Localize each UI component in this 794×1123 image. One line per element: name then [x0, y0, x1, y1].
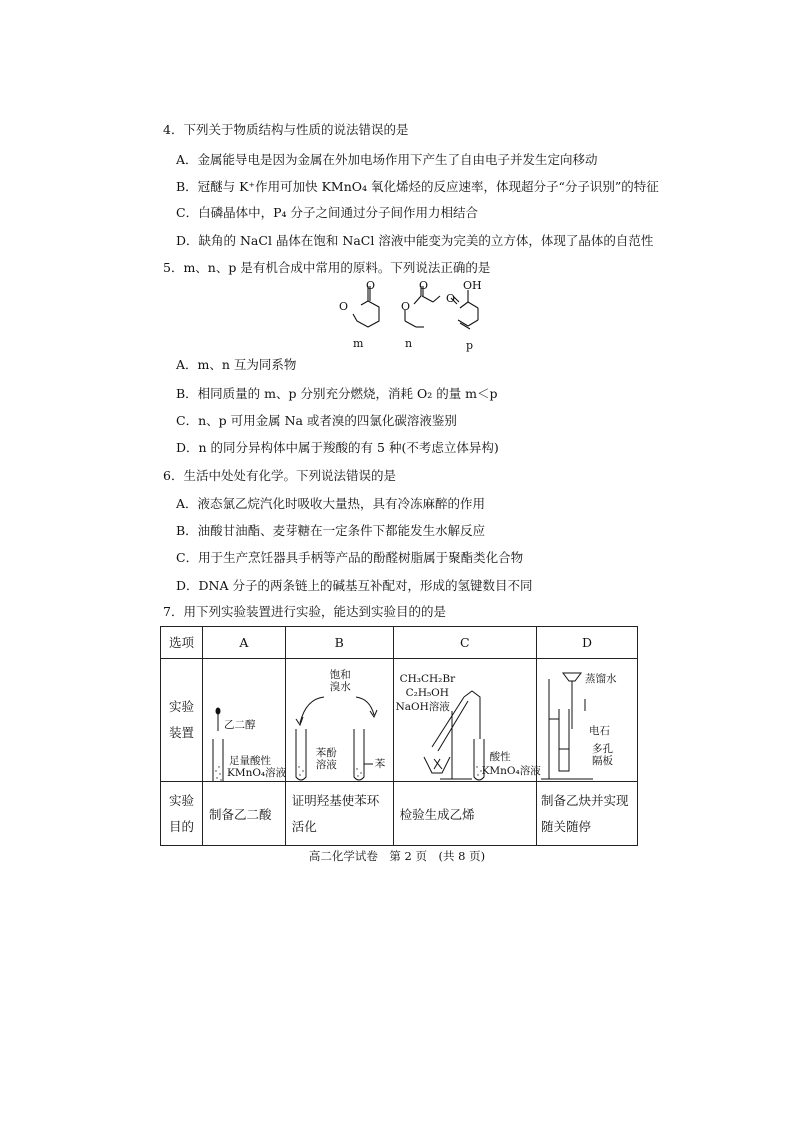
q5-option-d: D．n 的同分异构体中属于羧酸的有 5 种(不考虑立体异构) — [176, 440, 499, 455]
q6-option-b: B．油酸甘油酯、麦芽糖在一定条件下都能发生水解反应 — [176, 523, 486, 538]
b-label-phenol: 苯酚 — [315, 747, 337, 759]
row-apparatus-label: 实验 装置 — [161, 659, 203, 782]
c-label-bromoethane: CH₃CH₂Br — [399, 673, 456, 685]
b-label-saturated: 饱和 — [329, 669, 351, 681]
label-p: p — [466, 339, 474, 352]
q4-stem: 4．下列关于物质结构与性质的说法错误的是 — [163, 122, 409, 137]
d-label-water: 蒸馏水 — [585, 673, 617, 685]
purpose-c: 检验生成乙烯 — [393, 782, 536, 846]
q7-experiment-table — [160, 626, 638, 846]
apparatus-b — [285, 659, 393, 782]
q5-option-a: A．m、n 互为同系物 — [176, 357, 297, 372]
q4-option-b: B．冠醚与 K⁺作用可加快 KMnO₄ 氧化烯烃的反应速率，体现超分子“分子识别”的特征 — [176, 179, 659, 194]
c-label-kmno4: KMnO₄溶液 — [481, 765, 541, 777]
a-label-ethylene-glycol: 乙二醇 — [223, 719, 256, 731]
n-carbonyl-o: O — [419, 279, 429, 292]
p-hydroxyl-oh: OH — [463, 279, 482, 292]
c-label-naoh: NaOH溶液 — [395, 701, 450, 713]
apparatus-a — [202, 659, 285, 782]
header-d: D — [537, 627, 638, 659]
q4-option-d: D．缺角的 NaCl 晶体在饱和 NaCl 溶液中能变为完美的立方体，体现了晶体的自范性 — [176, 233, 654, 248]
a-label-kmno4: KMnO₄溶液 — [226, 767, 287, 779]
q6-option-c: C．用于生产烹饪器具手柄等产品的酚醛树脂属于聚酯类化合物 — [176, 550, 524, 565]
header-option: 选项 — [161, 627, 203, 659]
q6-stem: 6．生活中处处有化学。下列说法错误的是 — [163, 468, 396, 483]
q7-stem: 7．用下列实验装置进行实验，能达到实验目的的是 — [163, 604, 446, 619]
c-label-acidic: 酸性 — [489, 751, 511, 763]
d-label-porous: 多孔 — [592, 743, 614, 755]
purpose-b: 证明羟基使苯环活化 — [285, 782, 393, 846]
q4-option-a: A．金属能导电是因为金属在外加电场作用下产生了自由电子并发生定向移动 — [176, 152, 598, 167]
header-c: C — [393, 627, 536, 659]
d-label-plate: 隔板 — [592, 755, 614, 767]
p-carbonyl-o: O — [446, 292, 456, 305]
label-m: m — [353, 337, 364, 350]
b-label-benzene: 苯 — [374, 758, 386, 770]
c-label-ethanol: C₂H₅OH — [405, 687, 449, 699]
page-footer: 高二化学试卷 第 2 页 (共 8 页) — [308, 849, 486, 863]
purpose-a: 制备乙二酸 — [202, 782, 285, 846]
d-label-calcium-carbide: 电石 — [589, 725, 611, 737]
q5-option-c: C．n、p 可用金属 Na 或者溴的四氯化碳溶液鉴别 — [176, 413, 457, 428]
q6-option-a: A．液态氯乙烷汽化时吸收大量热，具有冷冻麻醉的作用 — [176, 496, 486, 511]
apparatus-c — [393, 659, 541, 782]
q4-option-c: C．白磷晶体中，P₄ 分子之间通过分子间作用力相结合 — [176, 205, 478, 220]
m-carbonyl-o: O — [366, 279, 376, 292]
b-label-solution: 溶液 — [315, 759, 337, 771]
q6-option-d: D．DNA 分子的两条链上的碱基互补配对，形成的氢键数目不同 — [176, 578, 533, 593]
header-b: B — [285, 627, 393, 659]
b-label-bromine-water: 溴水 — [329, 681, 351, 693]
q5-stem: 5．m、n、p 是有机合成中常用的原料。下列说法正确的是 — [163, 260, 491, 275]
header-a: A — [202, 627, 285, 659]
q5-option-b: B．相同质量的 m、p 分别充分燃烧，消耗 O₂ 的量 m＜p — [176, 386, 498, 401]
apparatus-d — [537, 659, 638, 782]
a-label-acidic: 足量酸性 — [228, 755, 271, 767]
m-ring-o: O — [339, 300, 349, 313]
row-purpose-label: 实验 目的 — [161, 782, 203, 846]
purpose-d: 制备乙炔并实现随关随停 — [537, 782, 638, 846]
n-ester-o: O — [401, 300, 411, 313]
label-n: n — [405, 337, 413, 350]
